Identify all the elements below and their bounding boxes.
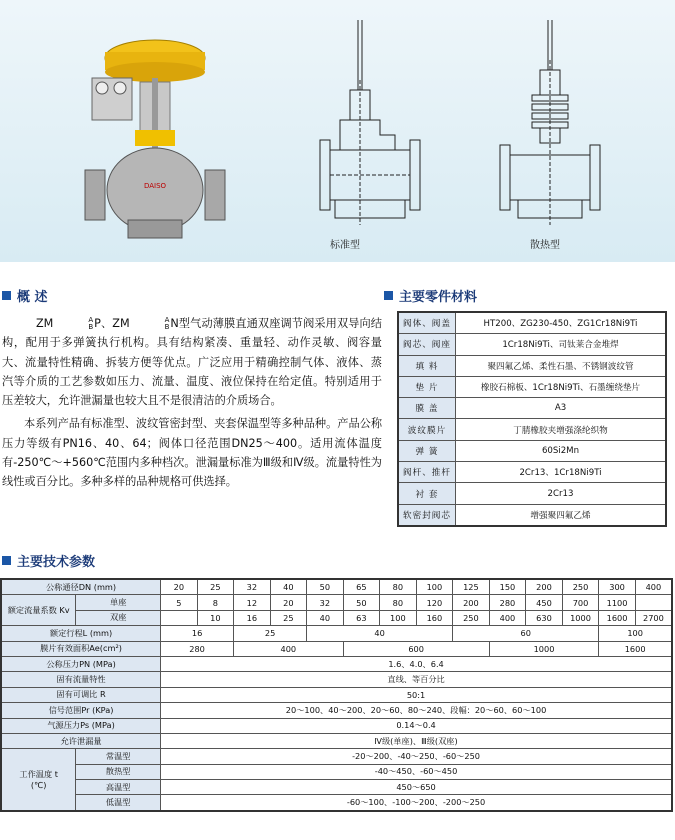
material-part: 垫 片 [398,376,456,397]
spec-cell: 300 [599,579,636,595]
material-row [398,376,666,397]
temp-label: 工作温度 t (℃) [1,749,76,811]
material-row [398,398,666,419]
spec-cell: 16 [234,610,271,625]
valve-photo [80,30,230,245]
spec-cell: 8 [197,595,234,610]
spec-cell: 10 [197,610,234,625]
dn-row [1,579,672,595]
specs-title: 主要技术参数 [17,555,96,570]
spec-cell: 1.6、4.0、6.4 [161,656,672,671]
svg-text:DAISO: DAISO [143,182,167,190]
spec-cell: 16 [161,626,234,641]
model-zm-2: ZM [112,317,130,330]
material-value: 2Cr13 [456,483,667,504]
spec-cell: 280 [161,641,234,656]
spec-label: 固有流量特性 [1,672,161,687]
spec-cell: 100 [599,626,672,641]
spec-cell: 20～100、40～200、20～60、80～240、段幅：20～60、60～100 [161,703,672,718]
kv-double-row [1,610,672,625]
section-marker-icon [384,291,393,300]
temp-row [1,795,672,811]
material-value: A3 [456,398,667,419]
spec-label: 固有可调比 R [1,687,161,702]
material-row [398,334,666,355]
spec-cell: 160 [416,610,453,625]
ratio-row [1,687,672,702]
spec-cell: 直线、等百分比 [161,672,672,687]
spec-cell: 100 [416,579,453,595]
spec-cell: 150 [489,579,526,595]
spec-label: 额定行程L (mm) [1,626,161,641]
spec-cell: 1600 [599,641,672,656]
overview-paragraph-1: 配用于多弹簧执行机构。具有结构紧凑、重量轻、动作灵敏、阀容量大、流量特性精确、拆装方便等优点。广泛应用于精确控制气体、液体、蒸汽等介质的工艺参数如压力、流量、温度、液位保持在给定值。特别适用于压差较大，允许泄漏量也较大且不是很清洁的介质场合。 [2,336,382,408]
spec-cell: 20 [270,595,307,610]
overview-lead-text: N型气动薄膜直通双座调节阀采用双导向结构， [2,317,382,350]
spec-label: 信号范围Pr (KPa) [1,703,161,718]
spec-cell: 25 [197,579,234,595]
model-zm-1: ZM [36,317,54,330]
spec-cell: 40 [270,579,307,595]
material-row [398,483,666,504]
spec-cell: 120 [416,595,453,610]
material-value: HT200、ZG230-450、ZG1Cr18Ni9Ti [456,312,667,334]
spec-label: 公称压力PN (MPa) [1,656,161,671]
material-part: 阀芯、阀座 [398,334,456,355]
material-value: 1Cr18Ni9Ti、司钛莱合金堆焊 [456,334,667,355]
pn-row [1,656,672,671]
material-part: 阀杆、推杆 [398,462,456,483]
spec-cell: 250 [562,579,599,595]
spec-cell: 280 [489,595,526,610]
specs-table [0,578,673,812]
spec-label: 额定流量系数 Kv [1,595,76,626]
material-value: 橡胶石棉板、1Cr18Ni9Ti、石墨缠绕垫片 [456,376,667,397]
spec-cell: 100 [380,610,417,625]
spec-cell: -20～200、-40～250、-60～250 [161,749,672,764]
spec-cell: 1000 [562,610,599,625]
spec-cell: -60～100、-100～200、-200～250 [161,795,672,811]
spec-cell [161,610,198,625]
materials-title: 主要零件材料 [399,290,478,305]
spec-cell: 60 [453,626,599,641]
standard-type-drawing [310,20,430,230]
spec-cell: 50 [307,579,344,595]
spec-sublabel: 双座 [76,610,161,625]
material-row [398,440,666,461]
spec-cell: 200 [526,579,563,595]
spec-cell: 1600 [599,610,636,625]
signal-row [1,703,672,718]
flow-row [1,672,672,687]
spec-cell: 25 [270,610,307,625]
spec-cell: Ⅳ级(单座)、Ⅲ级(双座) [161,733,672,748]
spec-cell: 600 [343,641,489,656]
materials-heading [384,286,477,305]
spec-cell: 50:1 [161,687,672,702]
temp-row [1,764,672,779]
material-row [398,504,666,526]
section-marker-icon [2,556,11,565]
spec-label: 膜片有效面积Ae(cm²) [1,641,161,656]
model-ab-1: A B [88,316,94,331]
spec-cell: 80 [380,579,417,595]
material-value: 60Si2Mn [456,440,667,461]
standard-type-label: 标准型 [330,240,360,251]
spec-cell: 20 [161,579,198,595]
spec-cell: 50 [343,595,380,610]
spec-cell: 0.14～0.4 [161,718,672,733]
spec-cell: -40～450、-60～450 [161,764,672,779]
spec-label: 允许泄漏量 [1,733,161,748]
spec-cell [635,595,672,610]
spec-sublabel: 单座 [76,595,161,610]
specs-heading [2,551,95,570]
spec-sublabel: 散热型 [76,764,161,779]
section-marker-icon [2,291,11,300]
material-value: 2Cr13、1Cr18Ni9Ti [456,462,667,483]
heat-type-label: 散热型 [530,240,560,251]
spec-cell: 40 [307,610,344,625]
material-part: 膜 盖 [398,398,456,419]
spec-cell: 200 [453,595,490,610]
overview-paragraph-2: 本系列产品有标准型、波纹管密封型、夹套保温型等多种品种。产品公称压力等级有PN16、40、64；阀体口径范围DN25～400。适用流体温度有-250℃～+560℃范围内多种档次。泄漏量标准为Ⅲ级和Ⅳ级。流量特性为线性或百分比。多种多样的品种规格可供选择。 [2,417,383,489]
temp-row [1,749,672,764]
spec-cell: 630 [526,610,563,625]
spec-cell: 1100 [599,595,636,610]
spec-cell: 80 [380,595,417,610]
spec-cell: 5 [161,595,198,610]
spec-cell: 450～650 [161,780,672,795]
spec-cell: 32 [234,579,271,595]
model-p-text: P、 [94,317,113,330]
material-part: 衬 套 [398,483,456,504]
spec-cell: 250 [453,610,490,625]
spec-cell: 40 [307,626,453,641]
air-row [1,718,672,733]
material-part: 弹 簧 [398,440,456,461]
leak-row [1,733,672,748]
spec-label: 气源压力Ps (MPa) [1,718,161,733]
spec-sublabel: 常温型 [76,749,161,764]
spec-cell: 400 [489,610,526,625]
spec-cell: 65 [343,579,380,595]
material-part: 阀体、阀盖 [398,312,456,334]
material-part: 软密封阀芯 [398,504,456,526]
material-part: 填 料 [398,355,456,376]
spec-cell: 25 [234,626,307,641]
material-row [398,312,666,334]
spec-sublabel: 高温型 [76,780,161,795]
spec-cell: 450 [526,595,563,610]
spec-cell: 1000 [489,641,599,656]
spec-cell: 400 [234,641,344,656]
spec-label: 公称通径DN (mm) [1,579,161,595]
material-row [398,462,666,483]
kv-single-row [1,595,672,610]
area-row [1,641,672,656]
material-row [398,355,666,376]
spec-cell: 12 [234,595,271,610]
spec-cell: 125 [453,579,490,595]
spec-cell: 32 [307,595,344,610]
material-part: 波纹膜片 [398,419,456,440]
spec-cell: 63 [343,610,380,625]
material-value: 增强聚四氟乙烯 [456,504,667,526]
materials-table [397,311,667,527]
model-ab-2: A B [164,316,170,331]
material-row [398,419,666,440]
overview-text [2,314,382,492]
stroke-row [1,626,672,641]
temp-row [1,780,672,795]
spec-sublabel: 低温型 [76,795,161,811]
overview-heading [2,286,48,305]
material-value: 聚四氟乙烯、柔性石墨、不锈钢波纹管 [456,355,667,376]
spec-cell: 2700 [635,610,672,625]
spec-cell: 400 [635,579,672,595]
spec-cell: 700 [562,595,599,610]
overview-title: 概 述 [17,290,48,305]
material-value: 丁腈橡胶夹增强涤纶织物 [456,419,667,440]
heat-type-drawing [490,20,610,230]
